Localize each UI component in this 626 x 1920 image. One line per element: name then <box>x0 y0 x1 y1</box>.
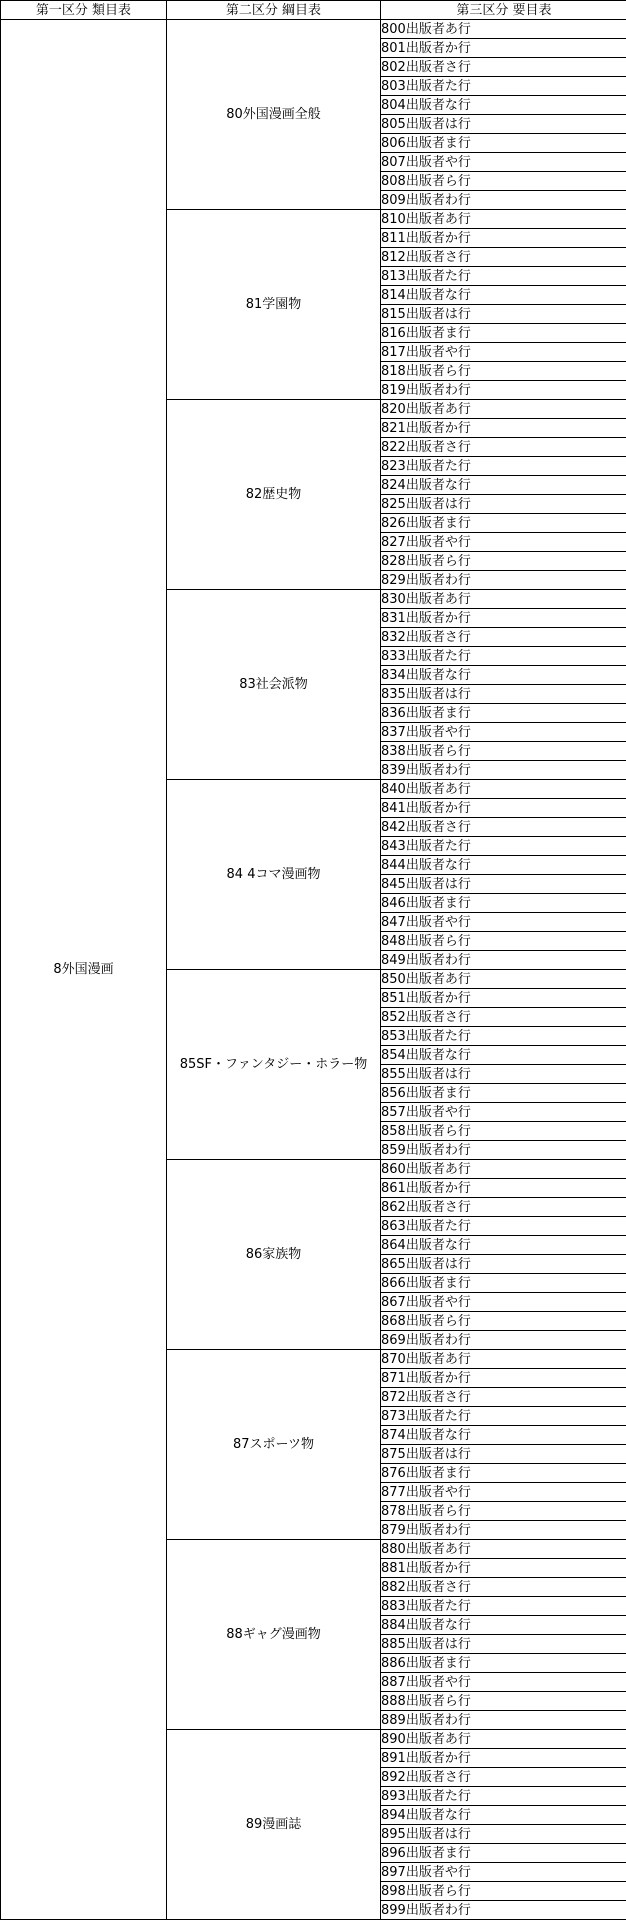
third-division-cell: 860出版者あ行 <box>381 1160 626 1179</box>
third-division-cell: 819出版者わ行 <box>381 381 626 400</box>
third-division-cell: 833出版者た行 <box>381 647 626 666</box>
third-division-cell: 887出版者や行 <box>381 1673 626 1692</box>
third-division-cell: 872出版者さ行 <box>381 1388 626 1407</box>
third-division-cell: 889出版者わ行 <box>381 1711 626 1730</box>
second-division-cell: 85SF・ファンタジー・ホラー物 <box>167 970 381 1160</box>
third-division-cell: 882出版者さ行 <box>381 1578 626 1597</box>
second-division-cell: 84 4コマ漫画物 <box>167 780 381 970</box>
second-division-cell: 86家族物 <box>167 1160 381 1350</box>
third-division-cell: 898出版者ら行 <box>381 1882 626 1901</box>
third-division-cell: 818出版者ら行 <box>381 362 626 381</box>
third-division-cell: 861出版者か行 <box>381 1179 626 1198</box>
third-division-cell: 862出版者さ行 <box>381 1198 626 1217</box>
third-division-cell: 854出版者な行 <box>381 1046 626 1065</box>
second-division-cell: 82歴史物 <box>167 400 381 590</box>
third-division-cell: 828出版者ら行 <box>381 552 626 571</box>
third-division-cell: 880出版者あ行 <box>381 1540 626 1559</box>
third-division-cell: 842出版者さ行 <box>381 818 626 837</box>
third-division-cell: 888出版者ら行 <box>381 1692 626 1711</box>
third-division-cell: 839出版者わ行 <box>381 761 626 780</box>
third-division-cell: 865出版者は行 <box>381 1255 626 1274</box>
third-division-cell: 825出版者は行 <box>381 495 626 514</box>
third-division-cell: 802出版者さ行 <box>381 58 626 77</box>
third-division-cell: 864出版者な行 <box>381 1236 626 1255</box>
third-division-cell: 829出版者わ行 <box>381 571 626 590</box>
third-division-cell: 878出版者ら行 <box>381 1502 626 1521</box>
table-body <box>1 20 626 1920</box>
third-division-cell: 877出版者や行 <box>381 1483 626 1502</box>
third-division-cell: 840出版者あ行 <box>381 780 626 799</box>
third-division-cell: 822出版者さ行 <box>381 438 626 457</box>
third-division-cell: 870出版者あ行 <box>381 1350 626 1369</box>
third-division-cell: 820出版者あ行 <box>381 400 626 419</box>
third-division-cell: 835出版者は行 <box>381 685 626 704</box>
third-division-cell: 808出版者ら行 <box>381 172 626 191</box>
third-division-cell: 871出版者か行 <box>381 1369 626 1388</box>
third-division-cell: 807出版者や行 <box>381 153 626 172</box>
third-division-cell: 881出版者か行 <box>381 1559 626 1578</box>
third-division-cell: 866出版者ま行 <box>381 1274 626 1293</box>
third-division-cell: 869出版者わ行 <box>381 1331 626 1350</box>
third-division-cell: 844出版者な行 <box>381 856 626 875</box>
third-division-cell: 832出版者さ行 <box>381 628 626 647</box>
third-division-cell: 852出版者さ行 <box>381 1008 626 1027</box>
third-division-cell: 896出版者ま行 <box>381 1844 626 1863</box>
third-division-cell: 868出版者ら行 <box>381 1312 626 1331</box>
third-division-cell: 858出版者ら行 <box>381 1122 626 1141</box>
third-division-cell: 841出版者か行 <box>381 799 626 818</box>
third-division-cell: 811出版者か行 <box>381 229 626 248</box>
second-division-cell: 87スポーツ物 <box>167 1350 381 1540</box>
third-division-cell: 837出版者や行 <box>381 723 626 742</box>
second-division-cell: 88ギャグ漫画物 <box>167 1540 381 1730</box>
third-division-cell: 824出版者な行 <box>381 476 626 495</box>
third-division-cell: 827出版者や行 <box>381 533 626 552</box>
third-division-cell: 853出版者た行 <box>381 1027 626 1046</box>
second-division-cell: 83社会派物 <box>167 590 381 780</box>
third-division-cell: 843出版者た行 <box>381 837 626 856</box>
third-division-cell: 850出版者あ行 <box>381 970 626 989</box>
third-division-cell: 838出版者ら行 <box>381 742 626 761</box>
third-division-cell: 867出版者や行 <box>381 1293 626 1312</box>
third-division-cell: 831出版者か行 <box>381 609 626 628</box>
third-division-cell: 886出版者ま行 <box>381 1654 626 1673</box>
header-second-division: 第二区分 綱目表 <box>167 1 381 20</box>
third-division-cell: 813出版者た行 <box>381 267 626 286</box>
third-division-cell: 800出版者あ行 <box>381 20 626 39</box>
third-division-cell: 848出版者ら行 <box>381 932 626 951</box>
third-division-cell: 836出版者ま行 <box>381 704 626 723</box>
third-division-cell: 810出版者あ行 <box>381 210 626 229</box>
third-division-cell: 821出版者か行 <box>381 419 626 438</box>
third-division-cell: 817出版者や行 <box>381 343 626 362</box>
second-division-cell: 81学園物 <box>167 210 381 400</box>
third-division-cell: 847出版者や行 <box>381 913 626 932</box>
third-division-cell: 891出版者か行 <box>381 1749 626 1768</box>
first-division-cell: 8外国漫画 <box>1 20 167 1920</box>
third-division-cell: 801出版者か行 <box>381 39 626 58</box>
third-division-cell: 890出版者あ行 <box>381 1730 626 1749</box>
third-division-cell: 859出版者わ行 <box>381 1141 626 1160</box>
third-division-cell: 874出版者な行 <box>381 1426 626 1445</box>
third-division-cell: 803出版者た行 <box>381 77 626 96</box>
third-division-cell: 830出版者あ行 <box>381 590 626 609</box>
third-division-cell: 815出版者は行 <box>381 305 626 324</box>
third-division-cell: 804出版者な行 <box>381 96 626 115</box>
third-division-cell: 857出版者や行 <box>381 1103 626 1122</box>
third-division-cell: 805出版者は行 <box>381 115 626 134</box>
third-division-cell: 814出版者な行 <box>381 286 626 305</box>
third-division-cell: 883出版者た行 <box>381 1597 626 1616</box>
third-division-cell: 826出版者ま行 <box>381 514 626 533</box>
third-division-cell: 897出版者や行 <box>381 1863 626 1882</box>
third-division-cell: 851出版者か行 <box>381 989 626 1008</box>
third-division-cell: 885出版者は行 <box>381 1635 626 1654</box>
third-division-cell: 856出版者ま行 <box>381 1084 626 1103</box>
third-division-cell: 846出版者ま行 <box>381 894 626 913</box>
third-division-cell: 845出版者は行 <box>381 875 626 894</box>
third-division-cell: 849出版者わ行 <box>381 951 626 970</box>
third-division-cell: 834出版者な行 <box>381 666 626 685</box>
third-division-cell: 879出版者わ行 <box>381 1521 626 1540</box>
header-third-division: 第三区分 要目表 <box>381 1 626 20</box>
third-division-cell: 855出版者は行 <box>381 1065 626 1084</box>
third-division-cell: 809出版者わ行 <box>381 191 626 210</box>
third-division-cell: 876出版者ま行 <box>381 1464 626 1483</box>
table-row <box>1 20 626 39</box>
header-row <box>1 1 626 20</box>
third-division-cell: 873出版者た行 <box>381 1407 626 1426</box>
third-division-cell: 875出版者は行 <box>381 1445 626 1464</box>
third-division-cell: 812出版者さ行 <box>381 248 626 267</box>
third-division-cell: 816出版者ま行 <box>381 324 626 343</box>
third-division-cell: 892出版者さ行 <box>381 1768 626 1787</box>
second-division-cell: 80外国漫画全般 <box>167 20 381 210</box>
third-division-cell: 899出版者わ行 <box>381 1901 626 1920</box>
third-division-cell: 895出版者は行 <box>381 1825 626 1844</box>
third-division-cell: 893出版者た行 <box>381 1787 626 1806</box>
header-first-division: 第一区分 類目表 <box>1 1 167 20</box>
second-division-cell: 89漫画誌 <box>167 1730 381 1920</box>
third-division-cell: 823出版者た行 <box>381 457 626 476</box>
third-division-cell: 894出版者な行 <box>381 1806 626 1825</box>
third-division-cell: 806出版者ま行 <box>381 134 626 153</box>
third-division-cell: 863出版者た行 <box>381 1217 626 1236</box>
third-division-cell: 884出版者な行 <box>381 1616 626 1635</box>
